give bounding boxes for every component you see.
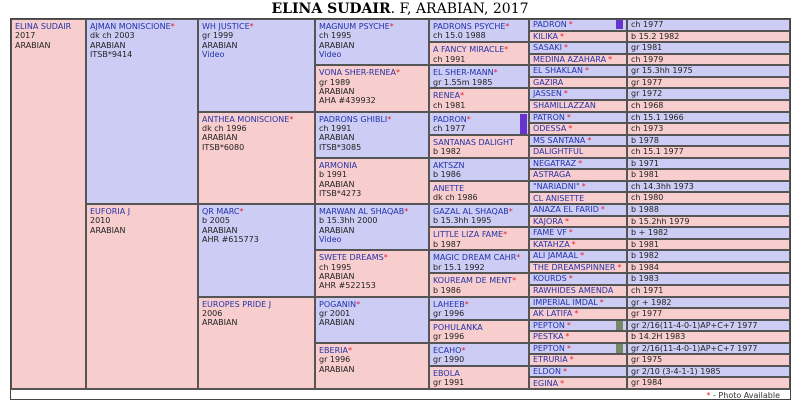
gen6-ancestor [529,65,627,77]
ancestor-name-link[interactable]: "NARIADNI" [533,181,580,191]
gen4-ancestor [315,112,429,158]
pedigree-title [0,0,800,18]
ancestor-details: dk ch 1996 ARABIAN ITSB*6080 [202,123,247,152]
ancestor-name-link[interactable]: ODESSA [533,124,567,134]
ancestor-details: b 1986 [433,170,461,180]
gen6-ancestor [529,377,627,389]
photo-star: * [568,228,573,238]
gen6-info: b + 1982 [627,227,790,239]
ancestor-name-link[interactable]: PEPTON [533,343,565,353]
legend-star: * [706,391,711,400]
gen6-ancestor [529,239,627,251]
gen6-ancestor [529,285,627,297]
ancestor-details: ch 1995 ARABIAN AHR #522153 [319,262,376,291]
ancestor-name-link[interactable]: ASTRAGA [533,170,571,180]
ancestor-name-link[interactable]: JASSEN [533,89,562,99]
gen6-ancestor [529,100,627,112]
photo-star: * [587,135,592,145]
gen5-ancestor [429,65,529,88]
video-link[interactable]: Video [202,50,225,60]
gen3-ancestor [198,297,315,390]
ancestor-name-link[interactable]: EBERIA [319,345,348,355]
ancestor-details: ch 1977 [433,123,466,133]
gen6-info: b 1984 [627,262,790,274]
ancestor-details: dk ch 1986 [433,193,478,203]
ancestor-name-link[interactable]: KATAHZA [533,239,570,249]
gen6-info: b 1971 [627,158,790,170]
gen6-ancestor [529,343,627,355]
ancestor-name-link[interactable]: PEPTON [533,320,565,330]
ancestor-details: gr 1996 [433,308,465,318]
ancestor-name-link[interactable]: DALIGHTFUL [533,147,584,157]
gen5-ancestor [429,297,529,320]
ancestor-details: br 15.1 1992 [433,262,485,272]
ancestor-name-link[interactable]: IMPERIAL IMDAL [533,297,598,307]
gen6-ancestor [529,273,627,285]
ancestor-name-link[interactable]: PADRONS GHIBLI [319,114,388,124]
gen6-info: ch 15.1 1977 [627,146,790,158]
gen5-ancestor [429,320,529,343]
photo-star: * [466,114,471,124]
ancestor-details: b 1987 [433,239,461,249]
ancestor-name-link[interactable]: EUFORIA J [90,207,131,216]
ancestor-name-link[interactable]: EL SHAKLAN [533,66,583,76]
ancestor-name-link[interactable]: GAZAL AL SHAQAB [433,207,509,216]
photo-star: * [581,181,586,191]
photo-star: * [249,22,254,31]
ancestor-details: gr 1989 ARABIAN AHA #439932 [319,77,376,106]
photo-star: * [508,207,513,216]
ancestor-name-link[interactable]: RENEA [433,91,461,101]
photo-star: * [580,251,585,261]
gen6-ancestor [529,19,627,31]
color-marker [616,344,623,353]
ancestor-name-link[interactable]: KOURDS [533,274,567,284]
gen5-ancestor [429,227,529,250]
ancestor-name-link[interactable]: ECAHO [433,345,462,355]
ancestor-name-link[interactable]: PADRON [433,114,467,124]
ancestor-details: ch 15.0 1988 [433,31,486,41]
video-link[interactable]: Video [319,235,342,245]
ancestor-details: ch 1991 [433,54,466,64]
gen6-info: ch 1980 [627,192,790,204]
ancestor-name-link[interactable]: KAJORA [533,216,563,226]
photo-star: * [560,378,565,388]
gen2-ancestor [86,204,198,389]
ancestor-name-link[interactable]: MEDINA AZAHARA [533,54,607,64]
ancestor-name-link[interactable]: ELDON [533,366,561,376]
gen6-ancestor [529,42,627,54]
gen5-ancestor [429,366,529,389]
gen6-ancestor [529,169,627,181]
gen6-info: gr + 1982 [627,297,790,309]
gen6-ancestor [529,354,627,366]
ancestor-name-link[interactable]: SWETE DREAMS [319,253,384,263]
gen6-ancestor [529,216,627,228]
ancestor-details: gr 1996 [433,332,465,342]
photo-star: * [505,22,510,31]
color-marker [616,321,623,330]
gen3-ancestor [198,112,315,205]
photo-star: * [512,276,517,286]
ancestor-name-link[interactable]: LAHEEB [433,299,465,309]
ancestor-details: gr 1991 [433,378,465,388]
ancestor-name-link[interactable]: ETRURIA [533,355,568,365]
gen6-ancestor [529,192,627,204]
gen6-ancestor [529,135,627,147]
ancestor-name-link[interactable]: ALI JAMAAL [533,251,579,261]
ancestor-name-link[interactable]: ELINA SUDAIR [15,22,72,31]
photo-star: * [566,320,571,330]
gen5-ancestor [429,112,529,135]
ancestor-name-link[interactable]: MS SANTANA [533,135,586,145]
photo-star: * [568,274,573,284]
ancestor-details: ch 1991 ARABIAN ITSB*3085 [319,123,362,152]
gen6-ancestor [529,250,627,262]
ancestor-name-link[interactable]: EUROPES PRIDE J [202,299,272,309]
ancestor-name-link[interactable]: PATRON [533,112,565,122]
gen6-info: gr 1975 [627,354,790,366]
photo-star: * [563,89,568,99]
gen5-ancestor [429,204,529,227]
gen4-ancestor [315,343,429,389]
gen6-info: b 15.2hh 1979 [627,216,790,228]
gen4-ancestor [315,65,429,111]
gen4-ancestor [315,158,429,204]
photo-star: * [389,22,394,31]
gen6-ancestor [529,31,627,43]
gen6-ancestor [529,181,627,193]
color-marker [520,114,527,134]
ancestor-name-link[interactable]: SHAMILLAZZAN [533,101,596,111]
ancestor-name-link[interactable]: AJMAN MONISCIONE [90,22,171,31]
ancestor-name-link[interactable]: PADRON [533,20,567,30]
ancestor-details: dk ch 2003 ARABIAN ITSB*9414 [90,31,135,60]
photo-star: * [562,366,567,376]
gen4-ancestor [315,250,429,296]
photo-star: * [571,239,576,249]
photo-star: * [564,43,569,53]
ancestor-details: 2010 ARABIAN [90,216,126,235]
ancestor-name-link[interactable]: EBOLA [433,368,460,378]
gen6-info: ch 1977 [627,19,790,31]
ancestor-details: b 15.3hh 2000 ARABIAN [319,216,378,235]
photo-star: * [560,31,564,41]
gen4-ancestor [315,19,429,65]
ancestor-name-link[interactable]: MAGIC DREAM CAHR [433,253,517,263]
ancestor-name-link[interactable]: VONA SHER-RENEA [319,68,397,78]
ancestor-details: b 1986 [433,285,461,295]
photo-star: * [568,20,573,30]
gen5-ancestor [429,42,529,65]
ancestor-name-link[interactable]: POHULANKA [433,322,483,332]
ancestor-name-link[interactable]: RAWHIDES AMENDA [533,286,614,296]
photo-star: * [516,253,521,263]
gen5-ancestor [429,158,529,181]
legend-text: - Photo Available [710,391,780,400]
ancestor-name-link[interactable]: AK LATIFA [533,309,573,319]
gen6-info: ch 1971 [627,285,790,297]
photo-star: * [239,207,244,216]
gen6-ancestor [529,320,627,332]
ancestor-name-link[interactable]: POGANIN [319,299,357,309]
ancestor-name-link[interactable]: ANAZA EL FARID [533,205,599,215]
gen5-ancestor [429,19,529,42]
photo-star: * [600,205,605,215]
photo-star: * [387,114,392,124]
photo-star: * [568,124,573,134]
ancestor-details: gr 1999 ARABIAN [202,31,238,50]
ancestor-name-link[interactable]: EGINA [533,378,559,388]
gen4-ancestor [315,204,429,250]
color-marker [616,20,623,29]
ancestor-name-link[interactable]: PESTKA [533,332,564,342]
gen6-ancestor [529,158,627,170]
gen6-info: ch 1979 [627,54,790,66]
horse-summary: . F, ARABIAN, 2017 [390,1,529,17]
video-link[interactable]: Video [319,50,342,60]
ancestor-name-link[interactable]: AKTSZN [433,160,465,170]
ancestor-name-link[interactable]: FAME VF [533,228,567,238]
gen6-info: gr 1972 [627,88,790,100]
gen5-ancestor [429,250,529,273]
gen6-info: gr 1977 [627,308,790,320]
gen3-ancestor [198,19,315,112]
gen6-info: b 1978 [627,135,790,147]
gen6-info: b 1983 [627,273,790,285]
ancestor-name-link[interactable]: NEGATRAZ [533,158,577,168]
gen6-ancestor [529,204,627,216]
gen5-ancestor [429,135,529,158]
gen6-info: gr 1984 [627,377,790,389]
ancestor-name-link[interactable]: MAGNUM PSYCHE [319,22,390,31]
ancestor-details: ch 1981 [433,100,466,110]
ancestor-name-link[interactable]: A FANCY MIRACLE [433,45,505,55]
photo-star: * [356,299,361,309]
ancestor-details: gr 1990 [433,355,465,365]
ancestor-name-link[interactable]: GAZIRA [533,77,564,87]
gen6-info: ch 1968 [627,100,790,112]
ancestor-name-link[interactable]: CL ANISETTE [533,193,585,203]
gen3-ancestor [198,204,315,297]
gen6-info: b 1982 [627,250,790,262]
photo-star: * [461,345,466,355]
photo-star: * [460,91,465,101]
gen6-ancestor [529,112,627,124]
horse-name-title: ELINA SUDAIR [271,1,391,17]
ancestor-details: b 1982 [433,147,461,157]
gen6-info: ch 14.3hh 1973 [627,181,790,193]
gen6-ancestor [529,331,627,343]
photo-star: * [574,309,579,319]
photo-star: * [566,343,571,353]
gen6-ancestor [529,146,627,158]
photo-star: * [569,355,574,365]
photo-star: * [566,112,571,122]
ancestor-details: 2006 ARABIAN [202,308,238,328]
gen5-ancestor [429,343,529,366]
gen6-info: b 1981 [627,169,790,181]
gen1-ancestor [11,19,86,389]
ancestor-name-link[interactable]: ANETTE [433,183,465,193]
gen6-info: gr 1981 [627,42,790,54]
photo-star: * [464,299,469,309]
photo-star: * [396,68,401,78]
gen2-ancestor [86,19,198,204]
photo-star: * [584,66,589,76]
gen6-ancestor [529,227,627,239]
gen6-ancestor [529,262,627,274]
photo-star: * [170,22,175,31]
gen6-info: ch 1973 [627,123,790,135]
gen6-info: b 14.2H 1983 [627,331,790,343]
photo-star: * [404,207,409,216]
photo-star: * [504,45,509,55]
ancestor-name-link[interactable]: QR MARC [202,207,240,216]
photo-star: * [503,230,508,240]
photo-star: * [617,262,622,272]
ancestor-name-link[interactable]: KILIKA [533,31,558,41]
gen6-ancestor [529,297,627,309]
photo-star: * [383,253,388,263]
gen6-info: gr 2/10 (3-4-1-1) 1985 [627,366,790,378]
pedigree-table [10,18,791,400]
ancestor-name-link[interactable]: SASAKI [533,43,563,53]
photo-star: * [348,345,352,355]
photo-star: * [289,114,294,124]
ancestor-details: 2017 ARABIAN [15,31,51,50]
photo-star: * [599,297,604,307]
ancestor-name-link[interactable]: WH JUSTICE [202,22,250,31]
gen6-info: gr 15.3hh 1975 [627,65,790,77]
ancestor-details: ch 1995 ARABIAN [319,31,355,50]
gen6-ancestor [529,366,627,378]
photo-star: * [493,68,498,78]
photo-star: * [565,332,570,342]
gen6-info: b 1988 [627,204,790,216]
gen6-ancestor [529,123,627,135]
gen5-ancestor [429,181,529,204]
ancestor-details: b 15.3hh 1995 [433,216,492,226]
ancestor-name-link[interactable]: THE DREAMSPINNER [533,262,616,272]
gen6-ancestor [529,54,627,66]
ancestor-details: b 2005 ARABIAN AHR #615773 [202,216,259,245]
gen6-ancestor [529,88,627,100]
ancestor-details: gr 2001 ARABIAN [319,308,355,328]
gen5-ancestor [429,88,529,111]
ancestor-name-link[interactable]: EL SHER-MANN [433,68,494,78]
gen6-info: gr 2/16(11-4-0-1)AP+C+7 1977 [627,343,790,355]
gen6-info: gr 2/16(11-4-0-1)AP+C+7 1977 [627,320,790,332]
gen6-ancestor [529,308,627,320]
gen4-ancestor [315,297,429,343]
ancestor-name-link[interactable]: MARWAN AL SHAQAB [319,207,405,216]
ancestor-details: gr 1.55m 1985 [433,77,493,87]
ancestor-name-link[interactable]: ANTHEA MONISCIONE [202,114,290,124]
ancestor-details: gr 1996 ARABIAN [319,355,355,374]
gen5-ancestor [429,273,529,296]
gen6-info: b 1981 [627,239,790,251]
ancestor-name-link[interactable]: PADRONS PSYCHE [433,22,506,31]
photo-star: * [608,54,613,64]
photo-legend [11,389,790,400]
gen6-info: b 15.2 1982 [627,31,790,43]
gen6-ancestor [529,77,627,89]
ancestor-name-link[interactable]: LITTLE LIZA FAME [433,230,504,240]
ancestor-name-link[interactable]: ARMONIA [319,160,358,170]
gen6-info: gr 1977 [627,77,790,89]
gen6-info: ch 15.1 1966 [627,112,790,124]
photo-star: * [564,216,569,226]
ancestor-details: b 1991 ARABIAN ITSB*4273 [319,170,362,198]
ancestor-name-link[interactable]: SANTANAS DALIGHT [433,137,514,147]
photo-star: * [578,158,583,168]
ancestor-name-link[interactable]: KOUREAM DE MENT [433,276,513,286]
